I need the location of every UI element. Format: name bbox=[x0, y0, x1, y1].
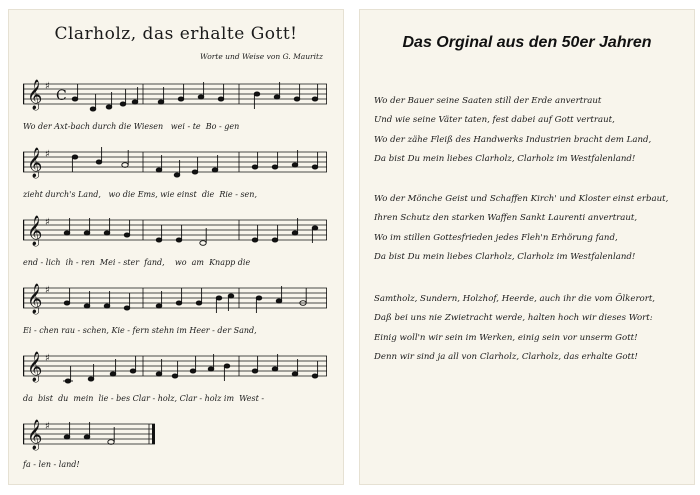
song-title: Clarholz, das erhalte Gott! bbox=[54, 24, 298, 44]
svg-text:𝄞: 𝄞 bbox=[27, 284, 43, 314]
svg-text:♯: ♯ bbox=[45, 285, 50, 296]
svg-text:♯: ♯ bbox=[45, 81, 50, 92]
verse-line: Daß bei uns nie Zwietracht werde, halten hoch wir dieses Wort: bbox=[374, 313, 653, 324]
verse-line: Denn wir sind ja all von Clarholz, Clarholz, das erhalte Gott! bbox=[374, 352, 638, 363]
svg-text:𝄞: 𝄞 bbox=[27, 352, 43, 382]
lyric-line-4: Ei - chen rau - schen, Kie - fern stehn im Heer - der Sand, bbox=[23, 326, 257, 335]
verse-line: Samtholz, Sundern, Holzhof, Heerde, auch ihr die vom Ölkerort, bbox=[374, 294, 656, 304]
verse-line: Da bist Du mein liebes Clarholz, Clarholz im Westfalenland! bbox=[374, 154, 636, 165]
lyric-line-3: end - lich ih - ren Mei - ster fand, wo am Knapp die bbox=[23, 258, 251, 267]
verse-line: Da bist Du mein liebes Clarholz, Clarholz im Westfalenland! bbox=[374, 252, 636, 263]
verse-3 bbox=[374, 290, 684, 368]
svg-text:𝄞: 𝄞 bbox=[27, 420, 43, 450]
music-staff-2 bbox=[23, 140, 327, 188]
svg-text:♯: ♯ bbox=[45, 421, 50, 432]
music-staff-5 bbox=[23, 344, 327, 392]
verse-line: Einig woll'n wir sein im Werken, einig sein vor unserm Gott! bbox=[374, 332, 638, 343]
verse-line: Wo der zähe Fleiß des Handwerks Industrien bracht dem Land, bbox=[374, 134, 652, 145]
verse-2 bbox=[374, 190, 684, 268]
svg-text:C: C bbox=[56, 88, 67, 104]
lyric-line-6: fa - len - land! bbox=[23, 460, 80, 469]
verse-line: Und wie seine Väter taten, fest dabei auf Gott vertraut, bbox=[374, 115, 615, 126]
sheet-music-page bbox=[9, 10, 343, 484]
music-staff-1 bbox=[23, 72, 327, 120]
verse-line: Wo der Bauer seine Saaten still der Erde anvertraut bbox=[374, 96, 602, 106]
text-page-title: Das Orginal aus den 50er Jahren bbox=[402, 34, 652, 51]
song-credit: Worte und Weise von G. Mauritz bbox=[200, 52, 323, 61]
svg-text:𝄞: 𝄞 bbox=[27, 216, 43, 246]
lyric-line-2: zieht durch's Land, wo die Ems, wie einst die Rie - sen, bbox=[23, 190, 257, 199]
music-staff-3 bbox=[23, 208, 327, 256]
svg-text:𝄞: 𝄞 bbox=[27, 80, 43, 110]
svg-text:♯: ♯ bbox=[45, 353, 50, 364]
lyrics-text-page bbox=[360, 10, 694, 484]
lyric-line-5: da bist du mein lie - bes Clar - holz, Clar - holz im West - bbox=[23, 394, 265, 403]
lyric-line-1: Wo der Axt-bach durch die Wiesen wei - te Bo - gen bbox=[23, 122, 240, 131]
music-staff-4 bbox=[23, 276, 327, 324]
verse-line: Ihren Schutz den starken Waffen Sankt Laurenti anvertraut, bbox=[374, 213, 638, 224]
verse-1 bbox=[374, 92, 684, 170]
verse-line: Wo der Mönche Geist und Schaffen Kirch' und Kloster einst erbaut, bbox=[374, 194, 669, 204]
svg-text:♯: ♯ bbox=[45, 149, 50, 160]
verse-line: Wo im stillen Gottesfrieden jedes Fleh'n Erhörung fand, bbox=[374, 232, 618, 243]
svg-text:𝄞: 𝄞 bbox=[27, 148, 43, 178]
music-staff-6 bbox=[23, 412, 163, 460]
svg-text:♯: ♯ bbox=[45, 217, 50, 228]
